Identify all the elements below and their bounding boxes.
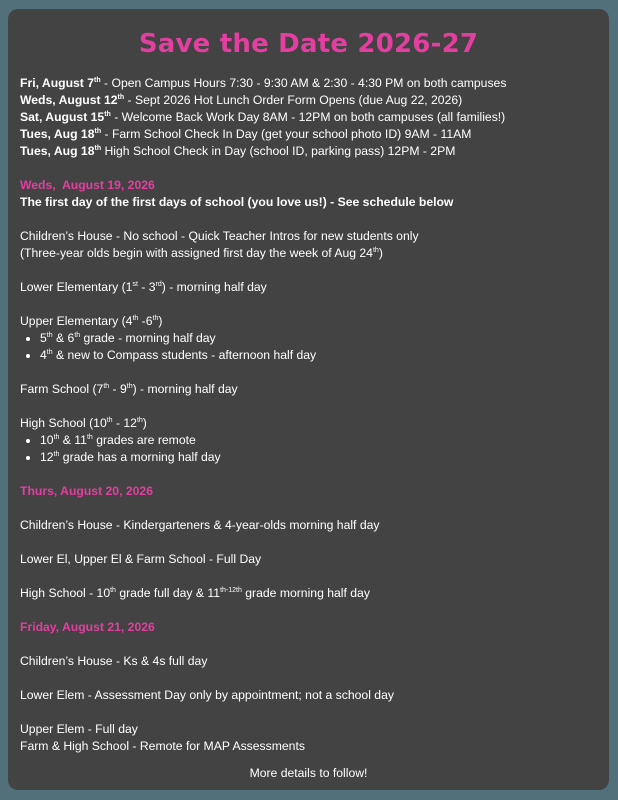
- friday-section: [20, 619, 597, 755]
- list-item: • 10th & 11th grades are remote: [40, 432, 597, 449]
- event-row: Weds, August 12th - Sept 2026 Hot Lunch Order Form Opens (due Aug 22, 2026): [20, 93, 463, 107]
- event-text: - Open Campus Hours 7:30 - 9:30 AM & 2:30 - 4:30 PM on both campuses: [100, 76, 507, 90]
- upper-elementary-list: [20, 330, 597, 364]
- list-item: • 5th & 6th grade - morning half day: [40, 330, 597, 347]
- events-list: [20, 75, 597, 160]
- thursday-line: Lower El, Upper El & Farm School - Full Day: [20, 552, 262, 566]
- high-school-list: [20, 432, 597, 466]
- friday-line: Children’s House - Ks & 4s full day: [20, 654, 208, 668]
- page-title: Save the Date 2026-27: [138, 29, 479, 59]
- childrens-house-line: Children’s House - No school - Quick Teacher Intros for new students only: [20, 229, 419, 243]
- friday-line: Upper Elem - Full day: [20, 722, 138, 736]
- flyer-card: [8, 9, 609, 790]
- high-school-line: High School (10th - 12th): [20, 416, 147, 430]
- event-text: - Farm School Check In Day (get your school photo ID) 9AM - 11AM: [101, 127, 472, 141]
- event-day: Fri, August 7: [20, 76, 95, 90]
- childrens-house-note: (Three-year olds begin with assigned first day the week of Aug 24th): [20, 246, 383, 260]
- lower-elementary-line: Lower Elementary (1st - 3rd) - morning half day: [20, 280, 267, 294]
- friday-heading: Friday, August 21, 2026: [20, 620, 155, 634]
- list-item: • 12th grade has a morning half day: [40, 449, 597, 466]
- thursday-section: [20, 483, 597, 602]
- event-day: Tues, Aug 18: [20, 144, 95, 158]
- event-day: Sat, August 15: [20, 110, 105, 124]
- event-row: Tues, Aug 18th High School Check in Day (school ID, parking pass) 12PM - 2PM: [20, 144, 456, 158]
- event-text: - Welcome Back Work Day 8AM - 12PM on both campuses (all families!): [110, 110, 506, 124]
- event-row: Fri, August 7th - Open Campus Hours 7:30 - 9:30 AM & 2:30 - 4:30 PM on both campuses: [20, 76, 507, 90]
- event-row: Sat, August 15th - Welcome Back Work Day 8AM - 12PM on both campuses (all families!): [20, 110, 506, 124]
- wednesday-section: [20, 177, 597, 466]
- thursday-heading: Thurs, August 20, 2026: [20, 484, 153, 498]
- farm-school-line: Farm School (7th - 9th) - morning half day: [20, 382, 238, 396]
- event-day: Weds, August 12: [20, 93, 118, 107]
- upper-elementary-line: Upper Elementary (4th -6th): [20, 314, 163, 328]
- event-text: - Sept 2026 Hot Lunch Order Form Opens (due Aug 22, 2026): [124, 93, 463, 107]
- footer-note: More details to follow!: [249, 766, 368, 780]
- friday-line: Lower Elem - Assessment Day only by appointment; not a school day: [20, 688, 394, 702]
- wednesday-heading: Weds, August 19, 2026: [20, 178, 155, 192]
- thursday-line: High School - 10th grade full day & $11^{th-12th}$ grade morning half day: [20, 586, 370, 600]
- event-day: Tues, Aug 18: [20, 127, 95, 141]
- event-text: High School Check in Day (school ID, parking pass) 12PM - 2PM: [101, 144, 456, 158]
- event-row: Tues, Aug 18th - Farm School Check In Day (get your school photo ID) 9AM - 11AM: [20, 127, 472, 141]
- list-item: • 4th & new to Compass students - afternoon half day: [40, 347, 597, 364]
- friday-line: Farm & High School - Remote for MAP Assessments: [20, 739, 305, 753]
- thursday-line: Children’s House - Kindergarteners & 4-year-olds morning half day: [20, 518, 380, 532]
- wednesday-subheading: The first day of the first days of school (you love us!) - See schedule below: [20, 195, 454, 209]
